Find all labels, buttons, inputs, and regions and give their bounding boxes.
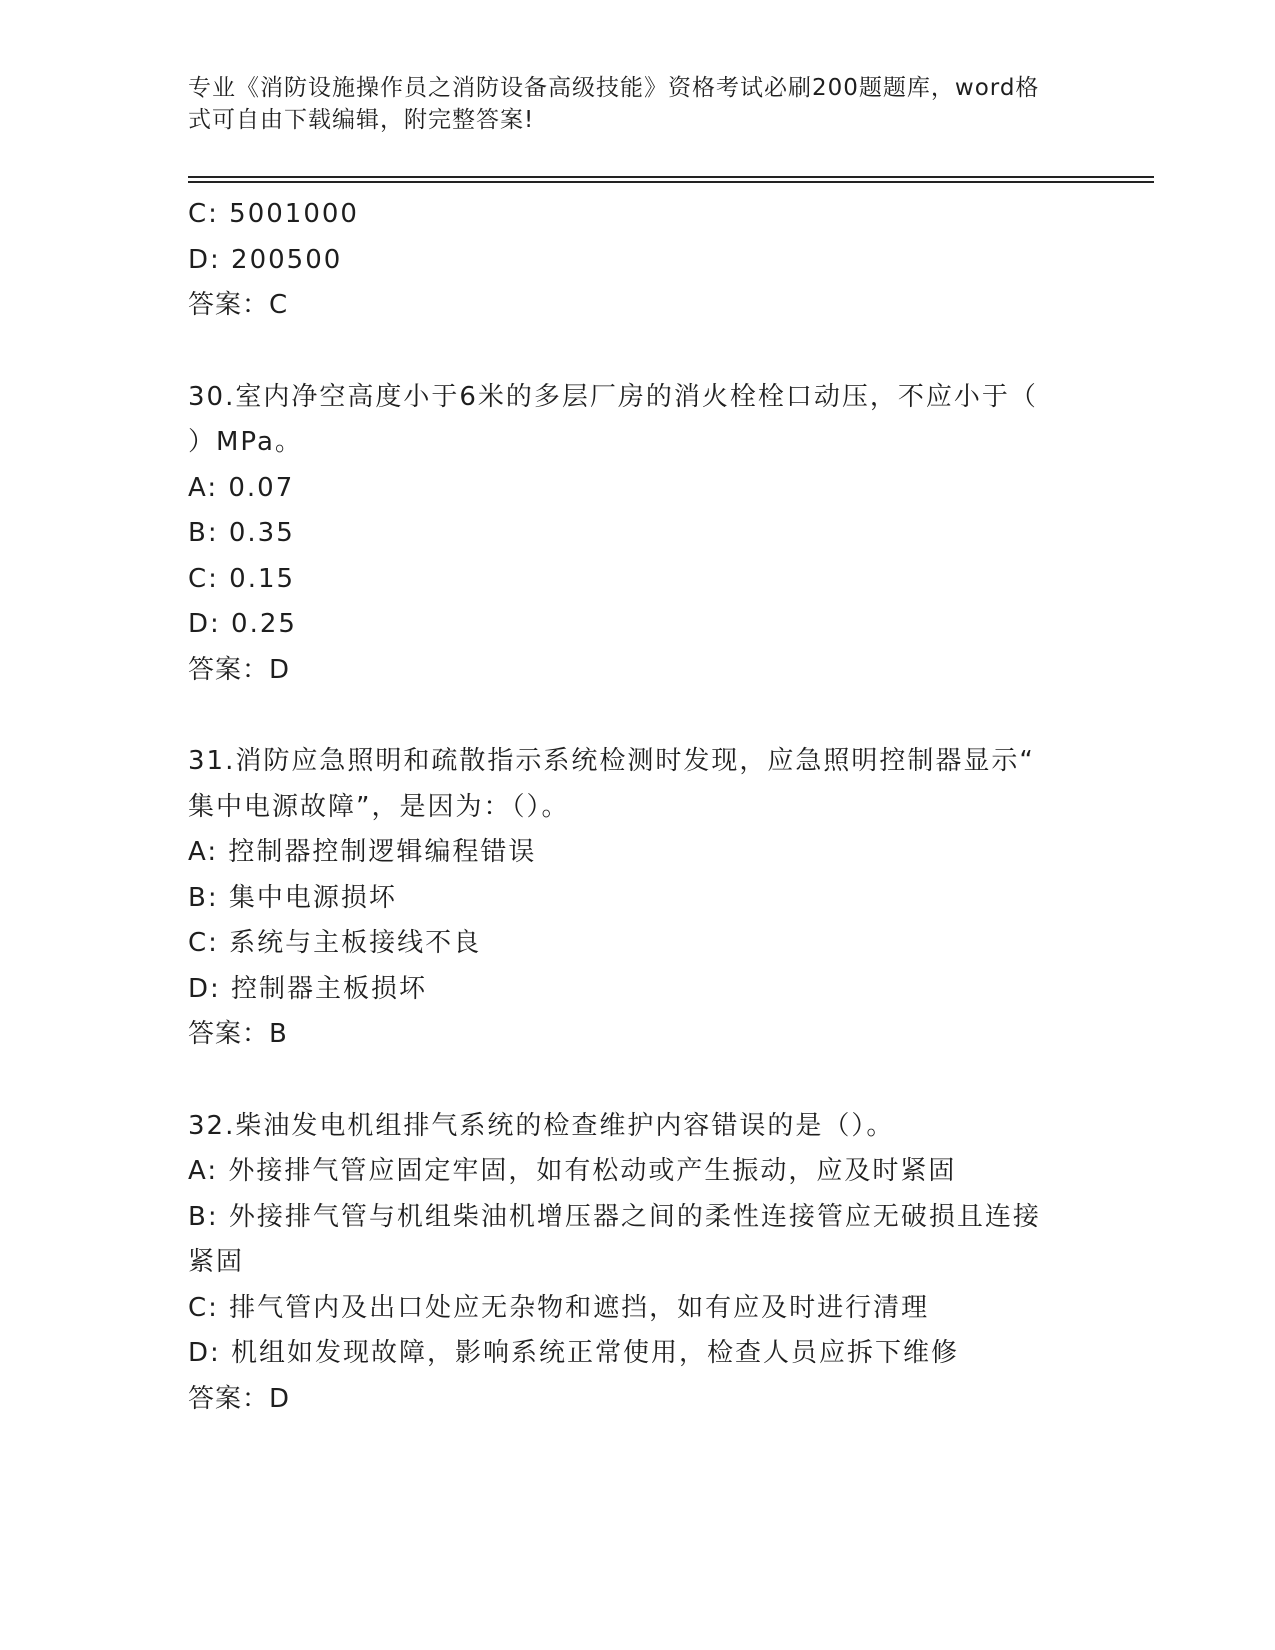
option-b: B: 集中电源损坏 bbox=[188, 882, 397, 913]
option-c: C: 系统与主板接线不良 bbox=[188, 928, 482, 958]
option-b-line-1: B: 外接排气管与机组柴油机增压器之间的柔性连接管应无破损且连接 bbox=[188, 1201, 1041, 1232]
question-stem-line-1: 31.消防应急照明和疏散指示系统检测时发现，应急照明控制器显示“ bbox=[188, 746, 1035, 776]
option-c: C: 0.15 bbox=[188, 563, 296, 594]
option-c: C: 排气管内及出口处应无杂物和遮挡，如有应及时进行清理 bbox=[188, 1292, 930, 1323]
option-b-line-2: 紧固 bbox=[188, 1247, 245, 1277]
question-stem-line-2: ）MPa。 bbox=[188, 427, 303, 457]
answer: 答案：B bbox=[188, 1019, 288, 1049]
option-a: A: 控制器控制逻辑编程错误 bbox=[188, 837, 537, 867]
option-d: D: 控制器主板损坏 bbox=[188, 973, 428, 1004]
question-32 bbox=[188, 1104, 1088, 1423]
header-rule-top bbox=[188, 176, 1154, 178]
answer: 答案：D bbox=[188, 654, 291, 685]
answer: 答案：D bbox=[188, 1383, 291, 1414]
option-c: C: 5001000 bbox=[188, 199, 359, 229]
option-d: D: 机组如发现故障，影响系统正常使用，检查人员应拆下维修 bbox=[188, 1338, 960, 1368]
header-line-1: 专业《消防设施操作员之消防设备高级技能》资格考试必刷200题题库，word格 bbox=[188, 75, 1040, 101]
question-stem-line-1: 30.室内净空高度小于6米的多层厂房的消火栓栓口动压，不应小于（ bbox=[188, 381, 1038, 412]
answer: 答案：C bbox=[188, 290, 289, 320]
header-line-2: 式可自由下载编辑，附完整答案! bbox=[188, 107, 535, 133]
option-a: A: 0.07 bbox=[188, 472, 295, 503]
question-list bbox=[188, 192, 1088, 1422]
option-b: B: 0.35 bbox=[188, 518, 295, 548]
document-header bbox=[188, 72, 1068, 136]
question-stem-line-2: 集中电源故障”，是因为：（）。 bbox=[188, 791, 570, 822]
question-30 bbox=[188, 375, 1088, 694]
question-29-tail bbox=[188, 192, 1088, 329]
option-d: D: 0.25 bbox=[188, 609, 297, 639]
option-a: A: 外接排气管应固定牢固，如有松动或产生振动，应及时紧固 bbox=[188, 1156, 957, 1186]
question-31 bbox=[188, 739, 1088, 1058]
option-d: D: 200500 bbox=[188, 244, 343, 275]
header-rule-bottom bbox=[188, 181, 1154, 183]
question-stem: 32.柴油发电机组排气系统的检查维护内容错误的是（）。 bbox=[188, 1110, 895, 1141]
